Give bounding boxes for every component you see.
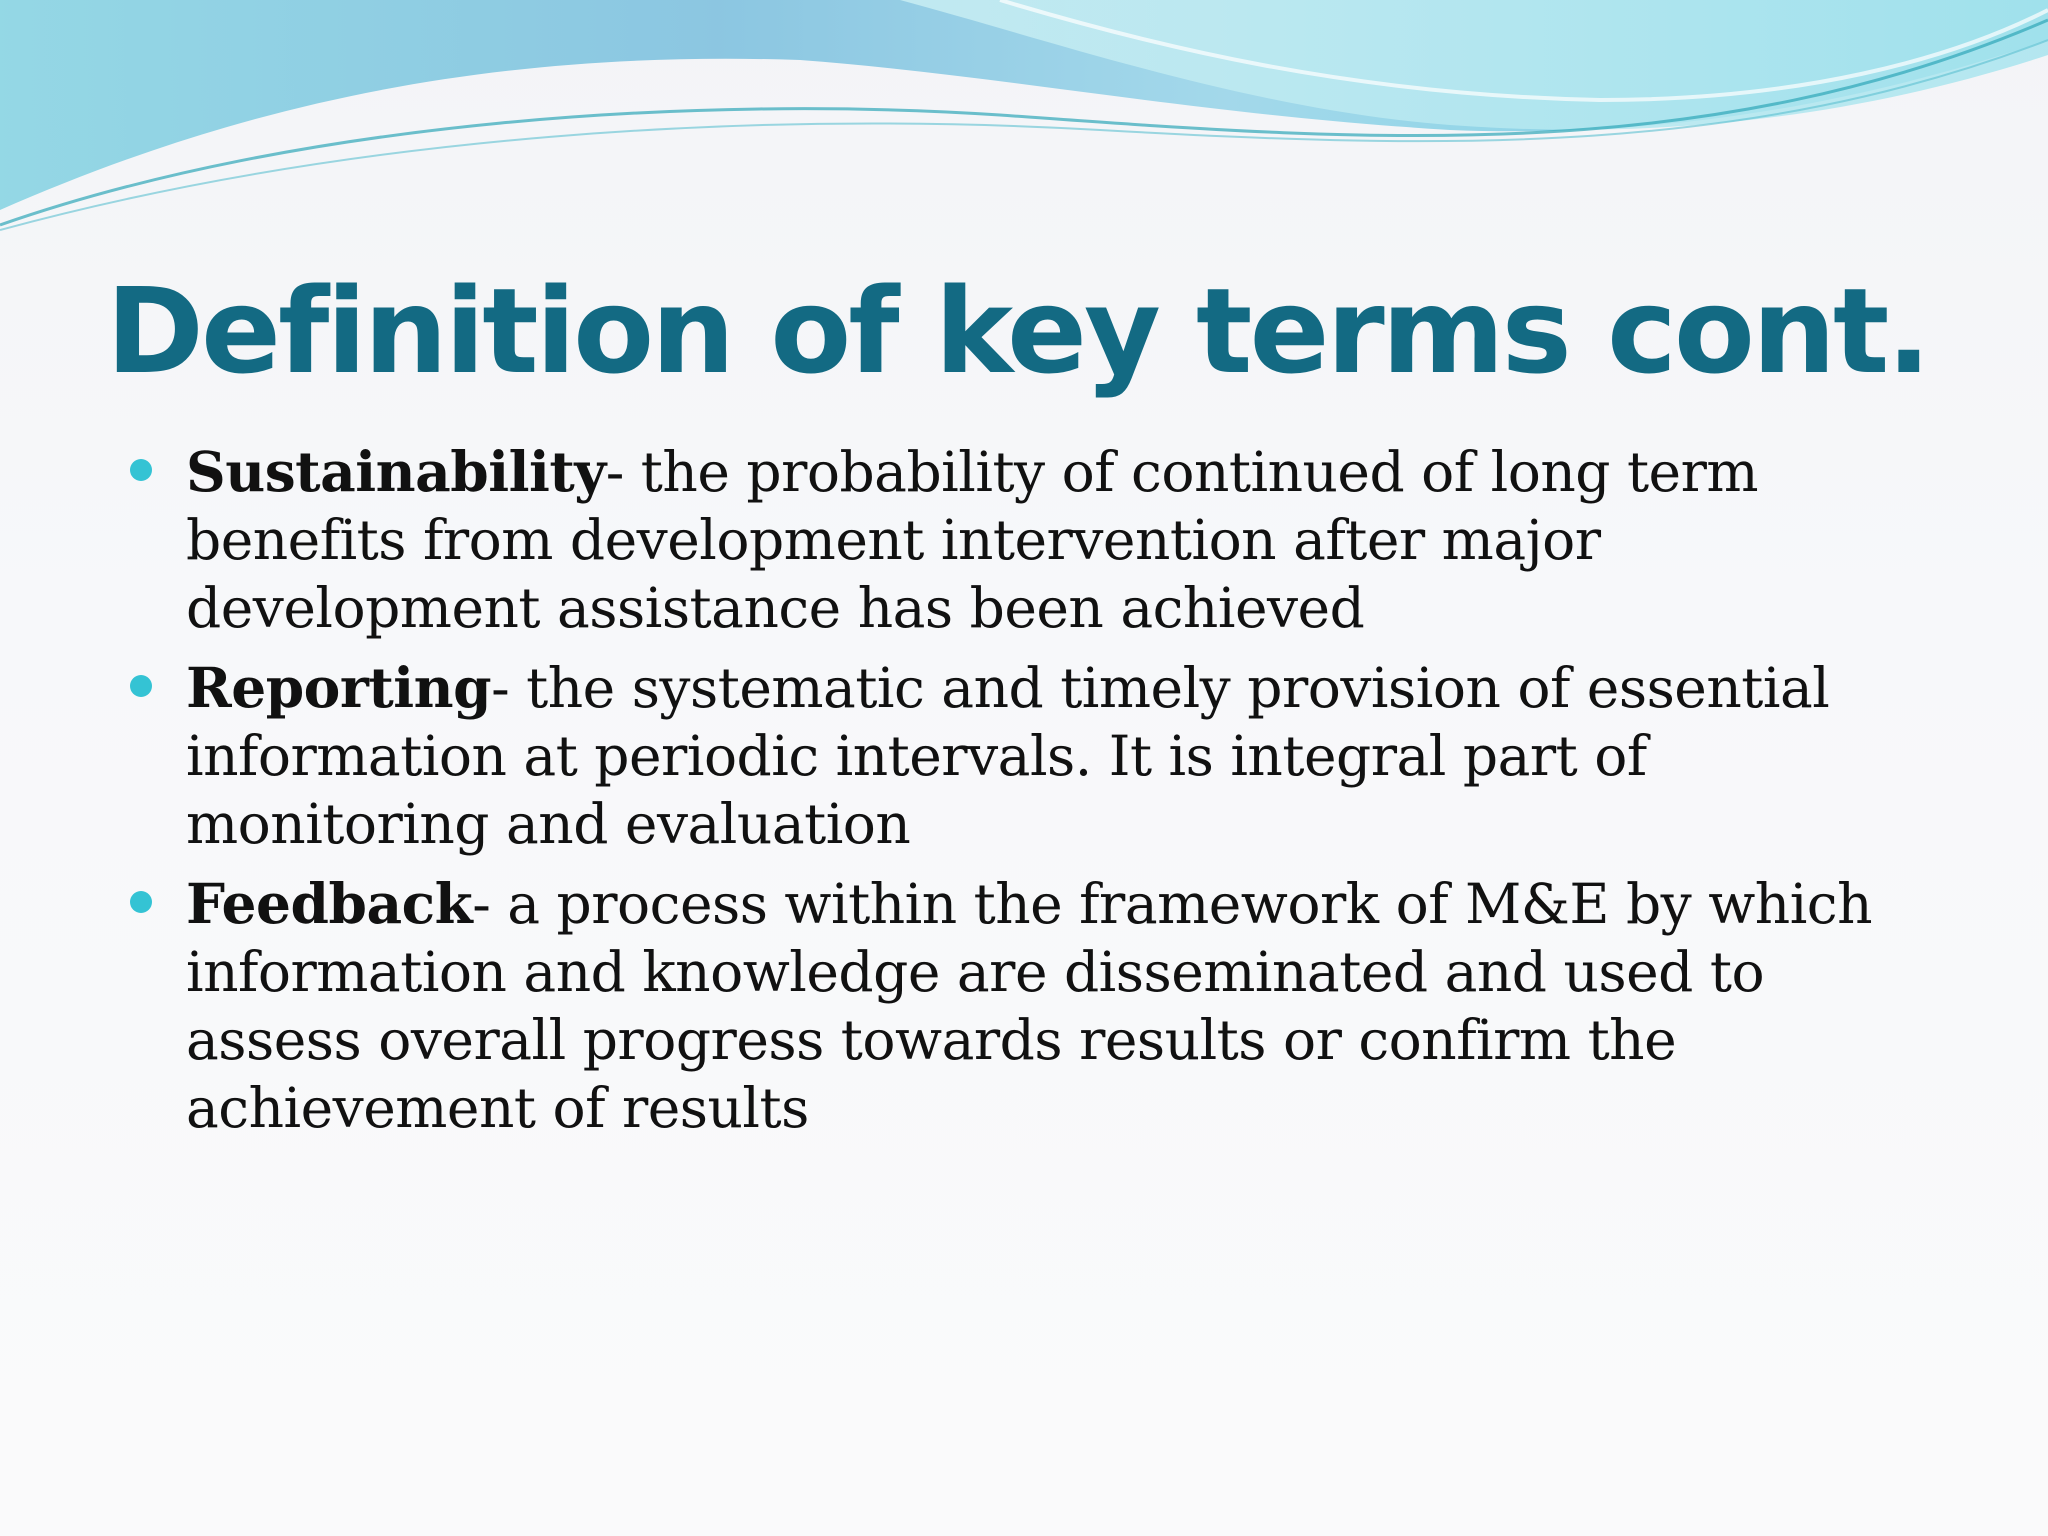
list-item-sustainability (126, 438, 1936, 642)
term-definition: - the probability of continued of long term benefits from development intervention after major development assistance has been achieved (186, 440, 1759, 640)
decorative-wave-banner (0, 0, 2048, 240)
term-definition: - a process within the framework of M&E by which information and knowledge are disseminated and used to assess overall progress towards results or confirm the achievement of results (186, 872, 1873, 1140)
slide-title: Definition of key terms cont. (106, 262, 1929, 400)
bullet-icon (130, 459, 152, 481)
definition-list (126, 438, 1936, 1154)
list-item-feedback (126, 870, 1936, 1142)
bullet-icon (130, 675, 152, 697)
term-label: Feedback (186, 871, 473, 936)
term-label: Sustainability (186, 439, 606, 504)
bullet-icon (130, 891, 152, 913)
list-item-reporting (126, 654, 1936, 858)
term-label: Reporting (186, 655, 492, 720)
term-definition: - the systematic and timely provision of essential information at periodic intervals. It is integral part of monitoring and evaluation (186, 656, 1830, 856)
